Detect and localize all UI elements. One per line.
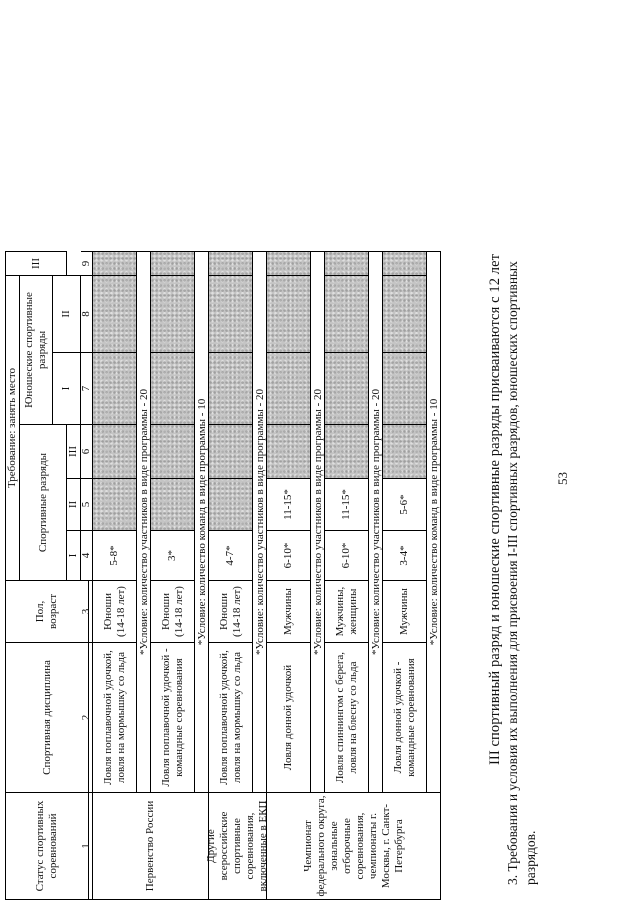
condition-note: *Условие: количество участников в виде программы - 20	[253, 251, 267, 792]
header-youth-rank-I: I	[53, 352, 81, 424]
condition-note: *Условие: количество команд в виде программы - 10	[195, 251, 209, 792]
rank-value-cell: 3-4*	[383, 530, 427, 580]
rank-value-cell: 3*	[151, 530, 195, 580]
rank-value-cell: 6-10*	[267, 530, 311, 580]
youth-rank-cell	[267, 352, 311, 424]
youth-rank-cell	[267, 275, 311, 352]
sex-age-cell: Мужчины	[383, 580, 427, 642]
rank-value-cell	[383, 424, 427, 478]
rank-value-cell: 5-6*	[383, 478, 427, 530]
youth-rank-cell	[209, 275, 253, 352]
youth-rank-cell	[151, 275, 195, 352]
rank-value-cell: 4-7*	[209, 530, 253, 580]
status-cell: Другие всероссийские спортивные соревнования, включенные в ЕКП	[209, 792, 267, 900]
youth-rank-cell	[93, 352, 137, 424]
youth-rank-cell	[151, 352, 195, 424]
header-sex-age: Пол, возраст	[5, 580, 89, 642]
intro-text-line-1: 3. Требования и условия их выполнения для присвоения I-III спортивных разрядов, юношеских спортивных	[505, 261, 520, 885]
condition-note: *Условие: количество участников в виде программы - 20	[311, 251, 325, 792]
table-caption: III спортивный разряд и юношеские спортивные разряды присваиваются с 12 лет	[487, 253, 503, 765]
header-rank-I: I	[67, 530, 81, 580]
youth-rank-cell	[209, 352, 253, 424]
column-number: 7	[81, 352, 93, 424]
condition-note: *Условие: количество участников в виде программы - 20	[369, 251, 383, 792]
header-youth-ranks: Юношеские спортивные разряды	[20, 275, 53, 424]
header-requirement: Требование: занять место	[5, 275, 20, 580]
discipline-cell: Ловля поплавочной удочкой, ловля на мормышку со льда	[209, 642, 253, 792]
discipline-cell: Ловля донной удочкой - командные соревнования	[383, 642, 427, 792]
rank-value-cell: 11-15*	[325, 478, 369, 530]
condition-note: *Условие: количество команд в виде программы - 10	[427, 251, 441, 792]
discipline-cell: Ловля донной удочкой	[267, 642, 311, 792]
rank-value-cell: 6-10*	[325, 530, 369, 580]
header-sport-ranks: Спортивные разряды	[20, 424, 67, 580]
sex-age-cell: Юноши (14-18 лет)	[93, 580, 137, 642]
youth-rank-cell	[93, 275, 137, 352]
discipline-cell: Ловля спиннингом с берега, ловля на блесну со льда	[325, 642, 369, 792]
column-number: 4	[81, 530, 93, 580]
rank-value-cell	[325, 424, 369, 478]
column-number: 1	[81, 792, 93, 900]
youth-rank-cell	[151, 251, 195, 275]
rank-value-cell	[209, 424, 253, 478]
intro-text-line-2: разрядов.	[523, 830, 538, 885]
status-cell: Первенство России	[93, 792, 209, 900]
youth-rank-cell	[383, 251, 427, 275]
column-number: 5	[81, 478, 93, 530]
column-number: 3	[81, 580, 93, 642]
sex-age-cell: Мужчины, женщины	[325, 580, 369, 642]
header-youth-rank-II: II	[53, 275, 81, 352]
youth-rank-cell	[325, 275, 369, 352]
youth-rank-cell	[267, 251, 311, 275]
condition-note: *Условие: количество участников в виде программы - 20	[137, 251, 151, 792]
column-number: 2	[81, 642, 93, 792]
youth-rank-cell	[93, 251, 137, 275]
column-number: 8	[81, 275, 93, 352]
page-number: 53	[555, 472, 570, 485]
rank-value-cell	[93, 478, 137, 530]
youth-rank-cell	[209, 251, 253, 275]
youth-rank-cell	[325, 352, 369, 424]
rank-value-cell	[209, 478, 253, 530]
rank-value-cell	[93, 424, 137, 478]
discipline-cell: Ловля поплавочной удочкой - командные соревнования	[151, 642, 195, 792]
sex-age-cell: Юноши (14-18 лет)	[151, 580, 195, 642]
sex-age-cell: Юноши (14-18 лет)	[209, 580, 253, 642]
header-rank-III: III	[67, 424, 81, 478]
rank-value-cell: 11-15*	[267, 478, 311, 530]
header-rank-II: II	[67, 478, 81, 530]
rank-value-cell: 5-8*	[93, 530, 137, 580]
header-discipline: Спортивная дисциплина	[5, 642, 89, 792]
column-number: 9	[81, 251, 93, 275]
status-cell: Чемпионат федерального округа, зональные отборочные соревнования, чемпионаты г. Москвы, г. Санкт-Петербурга	[267, 792, 441, 900]
rank-value-cell	[151, 424, 195, 478]
column-number: 6	[81, 424, 93, 478]
rank-value-cell	[267, 424, 311, 478]
header-youth-rank-III: III	[5, 251, 67, 275]
youth-rank-cell	[325, 251, 369, 275]
sex-age-cell: Мужчины	[267, 580, 311, 642]
youth-rank-cell	[383, 352, 427, 424]
rank-value-cell	[151, 478, 195, 530]
discipline-cell: Ловля поплавочной удочкой, ловля на мормышку со льда	[93, 642, 137, 792]
header-status: Статус спортивных соревнований	[5, 792, 89, 900]
youth-rank-cell	[383, 275, 427, 352]
